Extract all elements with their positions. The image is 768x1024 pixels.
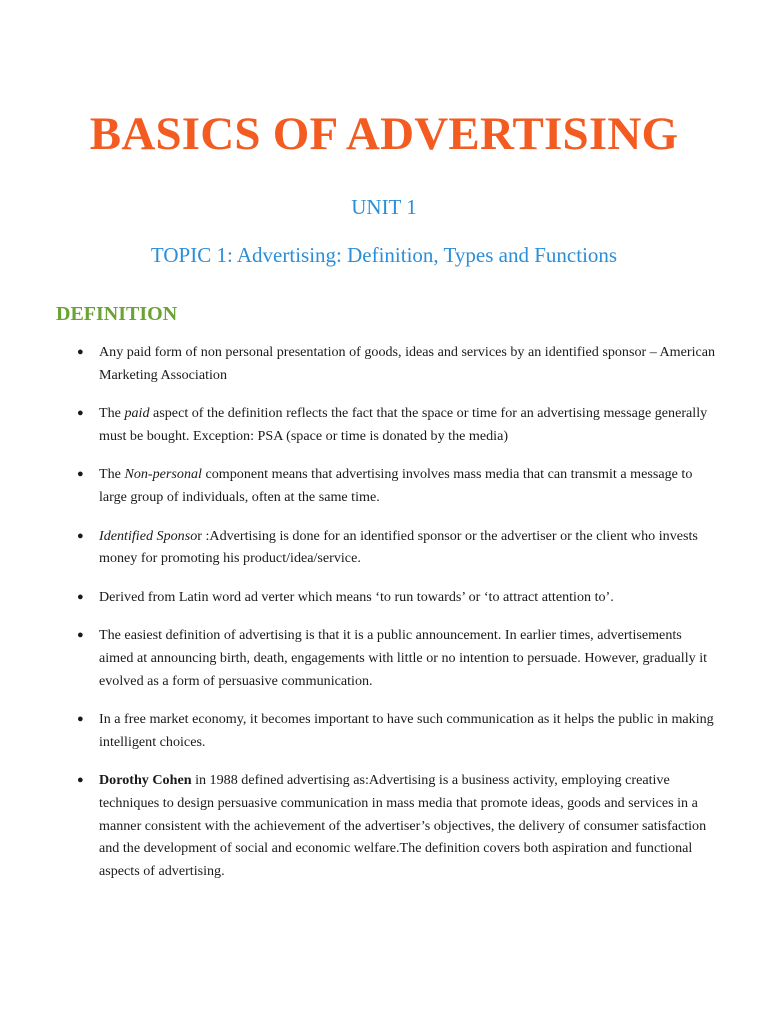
bullet-dot-icon: ● [77,529,84,542]
bullet-item-8 [0,769,768,882]
bullet-dot-icon: ● [77,590,84,603]
bullet-dot-icon: ● [77,407,84,420]
bullet-emphasis: paid [124,405,150,422]
section-heading-definition: DEFINITION [56,303,178,325]
bullet-emphasis: Non-personal [124,466,202,483]
topic-heading: TOPIC 1: Advertising: Definition, Types and Functions [150,243,618,267]
bullet-text: Derived from Latin word ad verter which means ‘to run towards’ or ‘to attract attention to’. [99,588,614,605]
bullet-item-5 [0,586,768,609]
bullet-prefix: The [99,405,125,422]
bullet-text: Any paid form of non personal presentation of goods, ideas and services by an identified sponsor – American Marketing Association [99,344,716,383]
bullet-strong: Dorothy Cohen [99,772,192,789]
unit-label: UNIT 1 [351,195,417,219]
bullet-dot-icon: ● [77,468,84,481]
bullet-suffix: r : [197,527,210,544]
bullet-text: aspect of the definition reflects the fact that the space or time for an advertising message generally must be bought. Exception: PSA (space or time is donated by the media) [99,405,708,444]
bullet-text: component means that advertising involves mass media that can transmit a message to large group of individuals, often at the same time. [99,466,693,505]
bullet-prefix: The [99,466,125,483]
bullet-dot-icon: ● [77,629,84,642]
bullet-text: The easiest definition of advertising is that it is a public announcement. In earlier times, advertisements aimed at announcing birth, death, engagements with little or no intention to persuade. However, gradually it evolved as a form of persuasive communication. [99,627,708,689]
bullet-emphasis: Identified Sponso [99,527,198,544]
bullet-item-7 [0,708,768,753]
bullet-text: Advertising is done for an identified sponsor or the advertiser or the client who invests money for promoting his product/idea/service. [99,527,698,567]
bullet-dot-icon: ● [77,774,84,787]
bullet-text: in 1988 defined advertising as:Advertising is a business activity, employing creative techniques to design persuasive communication in mass media that promote ideas, goods and services in a manner consistent with the achievement of the advertiser’s objectives, the delivery of consumer satisfaction and the development of social and economic welfare.The definition covers both aspiration and functional aspects of advertising. [99,772,707,879]
document-title: BASICS OF ADVERTISING [89,108,679,160]
bullet-item-2 [0,402,768,447]
bullet-item-1 [0,341,768,386]
bullet-item-4 [0,525,768,570]
bullet-item-3 [0,463,768,508]
bullet-dot-icon: ● [77,713,84,726]
bullet-text: In a free market economy, it becomes important to have such communication as it helps the public in making intelligent choices. [99,711,714,750]
bullet-dot-icon: ● [77,346,84,358]
definition-bullet-list [0,341,768,898]
bullet-item-6 [0,624,768,692]
